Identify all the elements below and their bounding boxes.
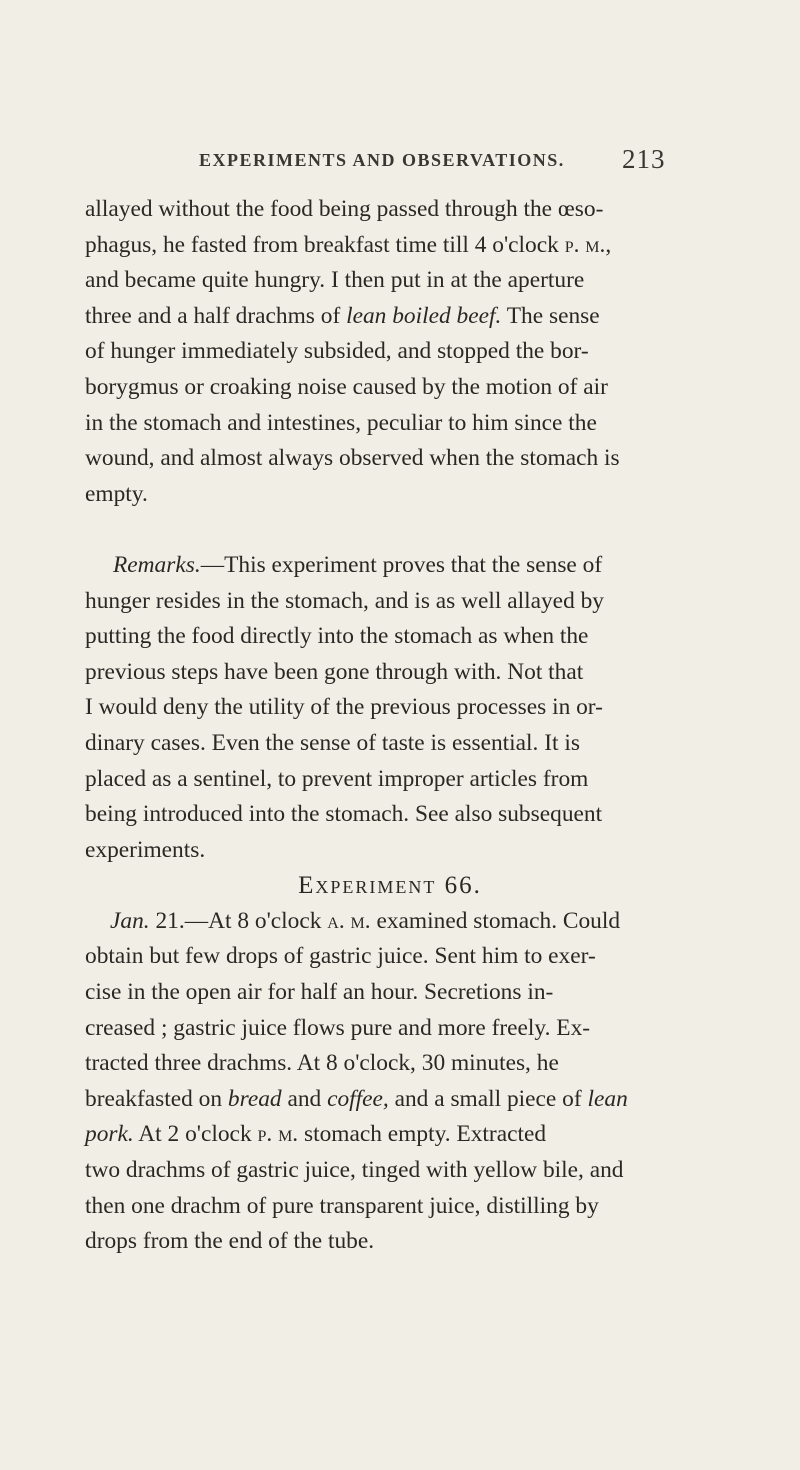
text-line: tracted three drachms. At 8 o'clock, 30 minutes, he — [85, 1050, 559, 1077]
text-line: experiments. — [85, 836, 206, 863]
text-line — [85, 1117, 683, 1153]
text-line — [85, 904, 683, 940]
text-span: breakfasted on — [85, 1085, 228, 1112]
text-span: phagus, he fasted from breakfast time till 4 o'clock — [85, 231, 565, 258]
text-line: and became quite hungry. I then put in at the aperture — [85, 267, 585, 294]
italic-term: coffee, — [327, 1085, 389, 1112]
text-line: obtain but few drops of gastric juice. Sent him to exer- — [85, 943, 596, 970]
text-line — [85, 1082, 683, 1118]
text-line: putting the food directly into the stomach as when the — [85, 623, 589, 650]
text-line: drops from the end of the tube. — [85, 1228, 375, 1255]
text-span: At 2 o'clock — [133, 1121, 258, 1148]
text-line: cise in the open air for half an hour. Secretions in- — [85, 979, 554, 1006]
blank-line — [85, 512, 683, 548]
text-line: borygmus or croaking noise caused by the motion of air — [85, 373, 608, 400]
text-span: The sense — [501, 302, 600, 329]
page-number: 213 — [622, 144, 666, 174]
text-line: dinary cases. Even the sense of taste is essential. It is — [85, 729, 580, 756]
page-body — [85, 192, 683, 1260]
italic-term: pork. — [85, 1121, 134, 1148]
text-line: allayed without the food being passed through the œso- — [85, 196, 604, 222]
text-line — [85, 228, 683, 264]
text-line: then one drachm of pure transparent juice, distilling by — [85, 1192, 599, 1219]
text-line: being introduced into the stomach. See also subsequent — [85, 801, 603, 828]
text-span: and — [281, 1085, 328, 1112]
text-line: wound, and almost always observed when the stomach is — [85, 445, 620, 472]
text-line: in the stomach and intestines, peculiar to him since the — [85, 409, 597, 436]
time-abbrev: a. m. — [327, 907, 371, 934]
italic-term: lean — [587, 1085, 628, 1112]
text-line: of hunger immediately subsided, and stopped the bor- — [85, 338, 589, 365]
time-abbrev: p. m., — [564, 231, 612, 258]
running-title: EXPERIMENTS AND OBSERVATIONS. — [199, 150, 565, 170]
text-line — [85, 548, 683, 584]
text-span: —This experiment proves that the sense of — [200, 551, 603, 578]
running-header — [0, 144, 800, 178]
text-line: previous steps have been gone through with. Not that — [85, 658, 584, 685]
text-line: placed as a sentinel, to prevent improper articles from — [85, 765, 589, 792]
text-span: examined stomach. Could — [370, 907, 621, 934]
text-span: three and a half drachms of — [85, 302, 347, 329]
text-line — [85, 299, 683, 335]
remarks-label: Remarks. — [113, 551, 201, 578]
time-abbrev: p. m. — [257, 1121, 299, 1148]
text-line: creased ; gastric juice flows pure and more freely. Ex- — [85, 1014, 591, 1041]
text-span: 21.—At 8 o'clock — [149, 907, 328, 934]
text-span: stomach empty. Extracted — [298, 1121, 547, 1148]
text-line: two drachms of gastric juice, tinged with yellow bile, and — [85, 1157, 624, 1184]
italic-term: bread — [227, 1085, 282, 1112]
experiment-heading: Experiment 66. — [298, 872, 482, 900]
text-span: and a small piece of — [388, 1085, 588, 1112]
italic-term: lean boiled beef. — [346, 302, 502, 329]
text-line: empty. — [85, 480, 148, 507]
text-line: I would deny the utility of the previous processes in or- — [85, 694, 603, 721]
date-month: Jan. — [110, 907, 150, 934]
text-line: hunger resides in the stomach, and is as well allayed by — [85, 587, 605, 614]
